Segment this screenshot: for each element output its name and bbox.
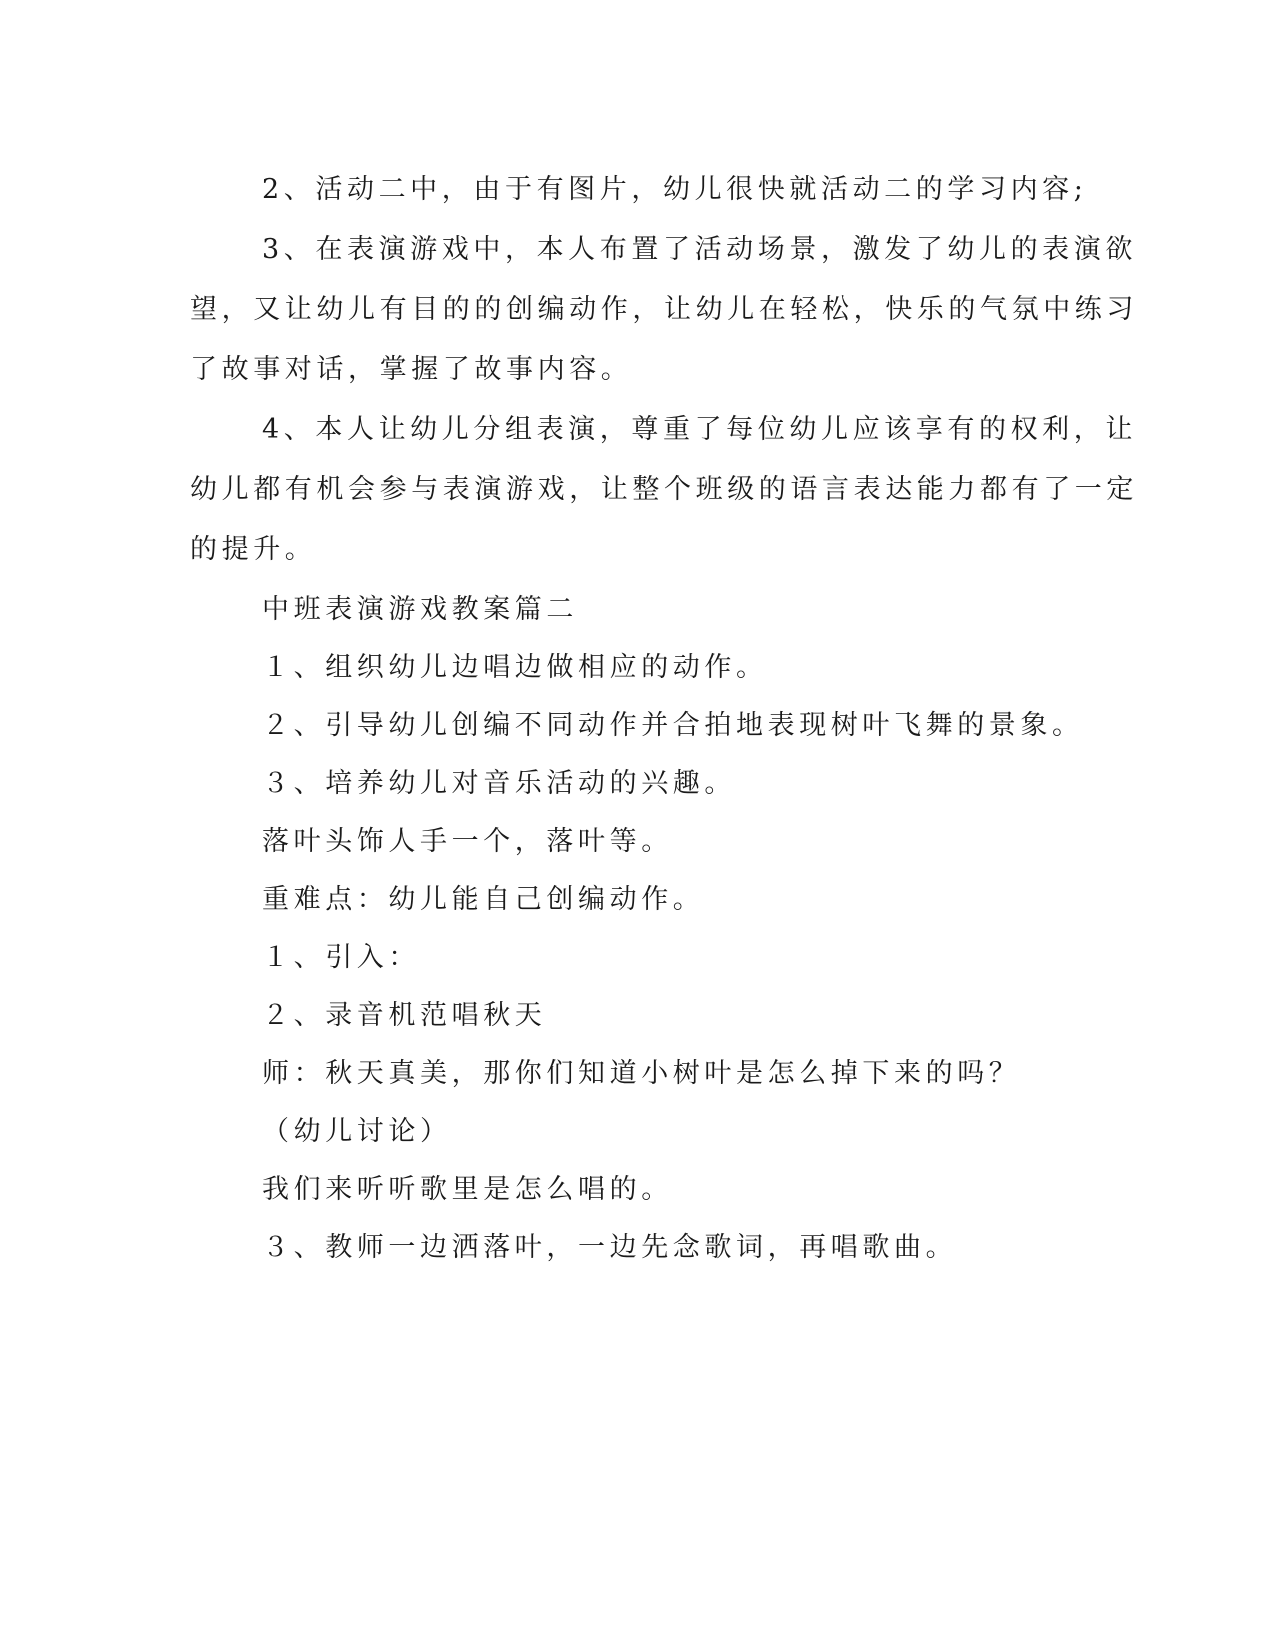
goal-3: ３、培养幼儿对音乐活动的兴趣。: [262, 768, 736, 799]
step-1: １、引入：: [262, 942, 420, 973]
children-discussion: （幼儿讨论）: [262, 1116, 452, 1147]
materials: 落叶头饰人手一个，落叶等。: [262, 826, 673, 857]
paragraph-group-performance: 4、本人让幼儿分组表演，尊重了每位幼儿应该享有的权利，让: [262, 414, 1137, 445]
goal-1: １、组织幼儿边唱边做相应的动作。: [262, 652, 768, 683]
goal-2: ２、引导幼儿创编不同动作并合拍地表现树叶飞舞的景象。: [262, 710, 1084, 741]
teacher-question: 师：秋天真美，那你们知道小树叶是怎么掉下来的吗？: [262, 1058, 1021, 1089]
section-title: 中班表演游戏教案篇二: [262, 594, 578, 625]
paragraph-performance-game-cont-1: 望，又让幼儿有目的的创编动作，让幼儿在轻松，快乐的气氛中练习: [190, 294, 1138, 325]
listen-song: 我们来听听歌里是怎么唱的。: [262, 1174, 673, 1205]
key-difficulty: 重难点：幼儿能自己创编动作。: [262, 884, 705, 915]
paragraph-performance-game: 3、在表演游戏中，本人布置了活动场景，激发了幼儿的表演欲: [262, 234, 1137, 265]
paragraph-activity-2: 2、活动二中，由于有图片，幼儿很快就活动二的学习内容;: [262, 174, 1088, 205]
paragraph-group-performance-cont-2: 的提升。: [190, 534, 317, 565]
step-2: ２、录音机范唱秋天: [262, 1000, 547, 1031]
step-3: ３、教师一边洒落叶，一边先念歌词，再唱歌曲。: [262, 1232, 958, 1263]
paragraph-performance-game-cont-2: 了故事对话，掌握了故事内容。: [190, 354, 633, 385]
paragraph-group-performance-cont-1: 幼儿都有机会参与表演游戏，让整个班级的语言表达能力都有了一定: [190, 474, 1138, 505]
